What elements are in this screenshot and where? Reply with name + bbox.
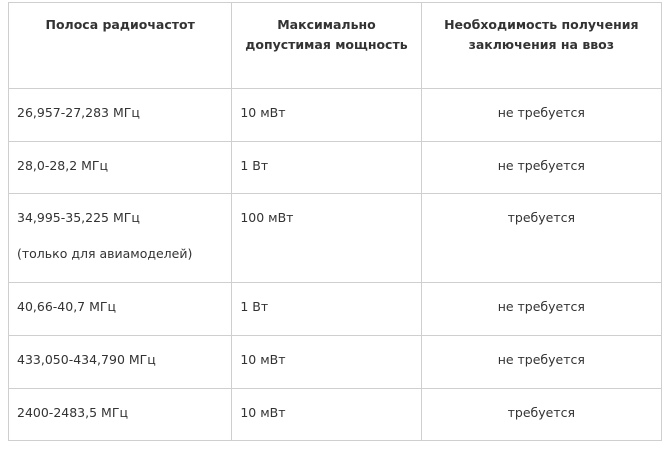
table-header-row xyxy=(9,3,662,89)
cell-power: 1 Вт xyxy=(232,283,421,336)
table-row xyxy=(9,194,662,283)
cell-requirement: не требуется xyxy=(421,89,661,142)
header-frequency-band: Полоса радиочастот xyxy=(9,3,232,89)
band-value: 34,995-35,225 МГц xyxy=(17,210,140,225)
cell-power: 100 мВт xyxy=(232,194,421,283)
table-row xyxy=(9,283,662,336)
table-row xyxy=(9,336,662,389)
cell-band xyxy=(9,194,232,283)
cell-power: 10 мВт xyxy=(232,389,421,441)
frequency-table xyxy=(8,2,662,441)
band-note: (только для авиамоделей) xyxy=(17,246,193,261)
cell-requirement: требуется xyxy=(421,194,661,283)
table-row xyxy=(9,89,662,142)
cell-band: 26,957-27,283 МГц xyxy=(9,89,232,142)
cell-requirement: требуется xyxy=(421,389,661,441)
cell-band: 40,66-40,7 МГц xyxy=(9,283,232,336)
header-max-power: Максимально допустимая мощность xyxy=(232,3,421,89)
cell-requirement: не требуется xyxy=(421,142,661,194)
table-row xyxy=(9,142,662,194)
frequency-table-container xyxy=(8,2,662,441)
cell-band: 28,0-28,2 МГц xyxy=(9,142,232,194)
cell-band: 2400-2483,5 МГц xyxy=(9,389,232,441)
cell-power: 10 мВт xyxy=(232,336,421,389)
table-row xyxy=(9,389,662,441)
cell-band: 433,050-434,790 МГц xyxy=(9,336,232,389)
cell-power: 10 мВт xyxy=(232,89,421,142)
cell-power: 1 Вт xyxy=(232,142,421,194)
cell-requirement: не требуется xyxy=(421,283,661,336)
header-import-permit: Необходимость получения заключения на ввоз xyxy=(421,3,661,89)
cell-requirement: не требуется xyxy=(421,336,661,389)
